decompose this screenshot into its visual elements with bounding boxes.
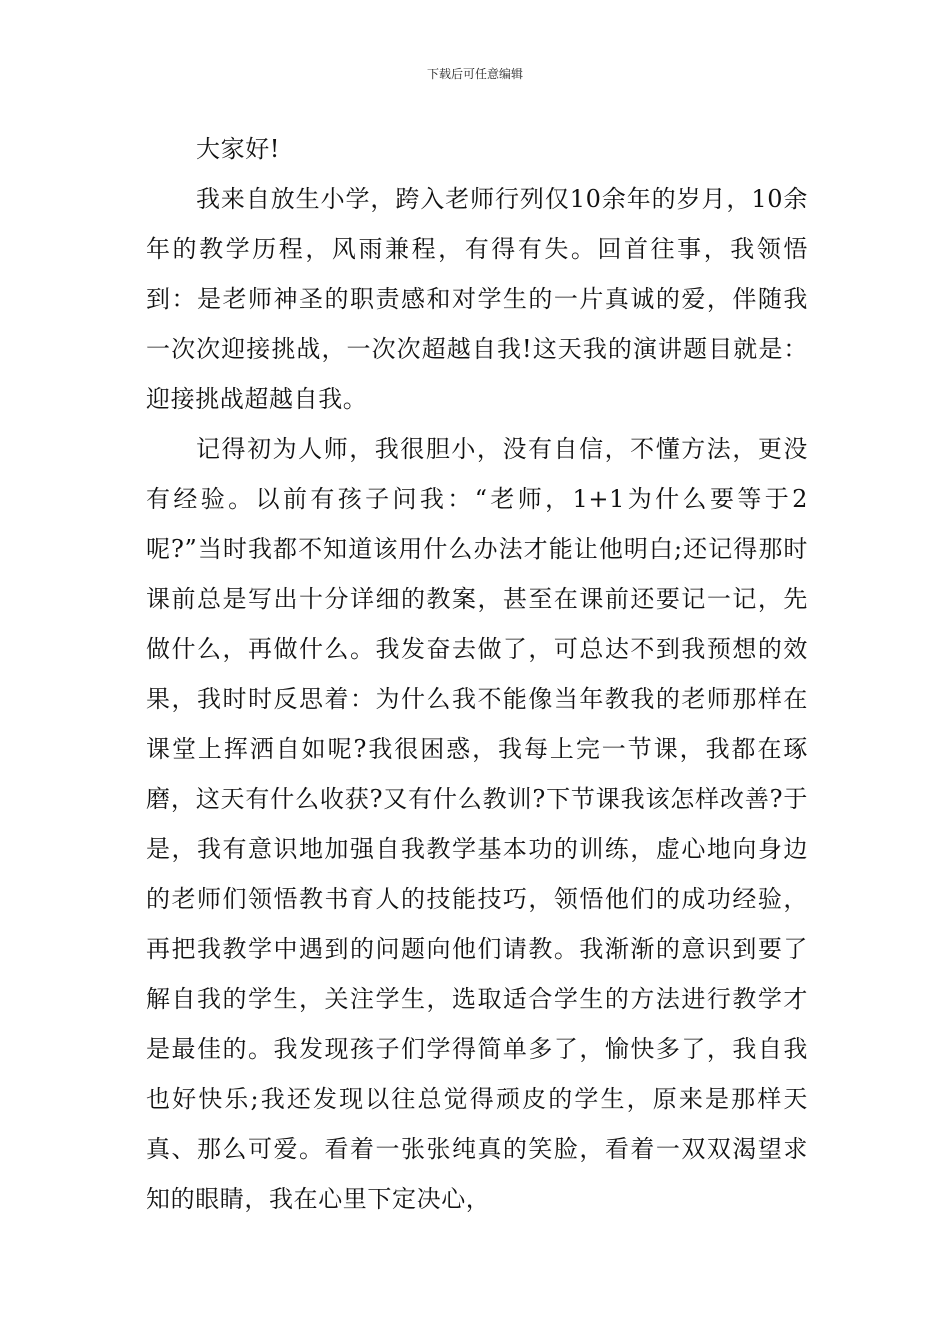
document-body	[146, 124, 808, 1224]
body-paragraph: 我来自放生小学，跨入老师行列仅10余年的岁月，10余年的教学历程，风雨兼程，有得有失。回首往事，我领悟到：是老师神圣的职责感和对学生的一片真诚的爱，伴随我一次次迎接挑战，一次次超越自我!这天我的演讲题目就是：迎接挑战超越自我。	[146, 185, 808, 413]
greeting-paragraph: 大家好!	[196, 135, 281, 163]
body-paragraph: 记得初为人师，我很胆小，没有自信，不懂方法，更没有经验。以前有孩子问我：“老师，1+1为什么要等于2呢?”当时我都不知道该用什么办法才能让他明白;还记得那时课前总是写出十分详细的教案，甚至在课前还要记一记，先做什么，再做什么。我发奋去做了，可总达不到我预想的效果，我时时反思着：为什么我不能像当年教我的老师那样在课堂上挥洒自如呢?我很困惑，我每上完一节课，我都在琢磨，这天有什么收获?又有什么教训?下节课我该怎样改善?于是，我有意识地加强自我教学基本功的训练，虚心地向身边的老师们领悟教书育人的技能技巧，领悟他们的成功经验，再把我教学中遇到的问题向他们请教。我渐渐的意识到要了解自我的学生，关注学生，选取适合学生的方法进行教学才是最佳的。我发现孩子们学得简单多了，愉快多了，我自我也好快乐;我还发现以往总觉得顽皮的学生，原来是那样天真、那么可爱。看着一张张纯真的笑脸，看着一双双渴望求知的眼睛，我在心里下定决心，	[146, 435, 808, 1213]
page-header: 下载后可任意编辑	[426, 67, 523, 81]
